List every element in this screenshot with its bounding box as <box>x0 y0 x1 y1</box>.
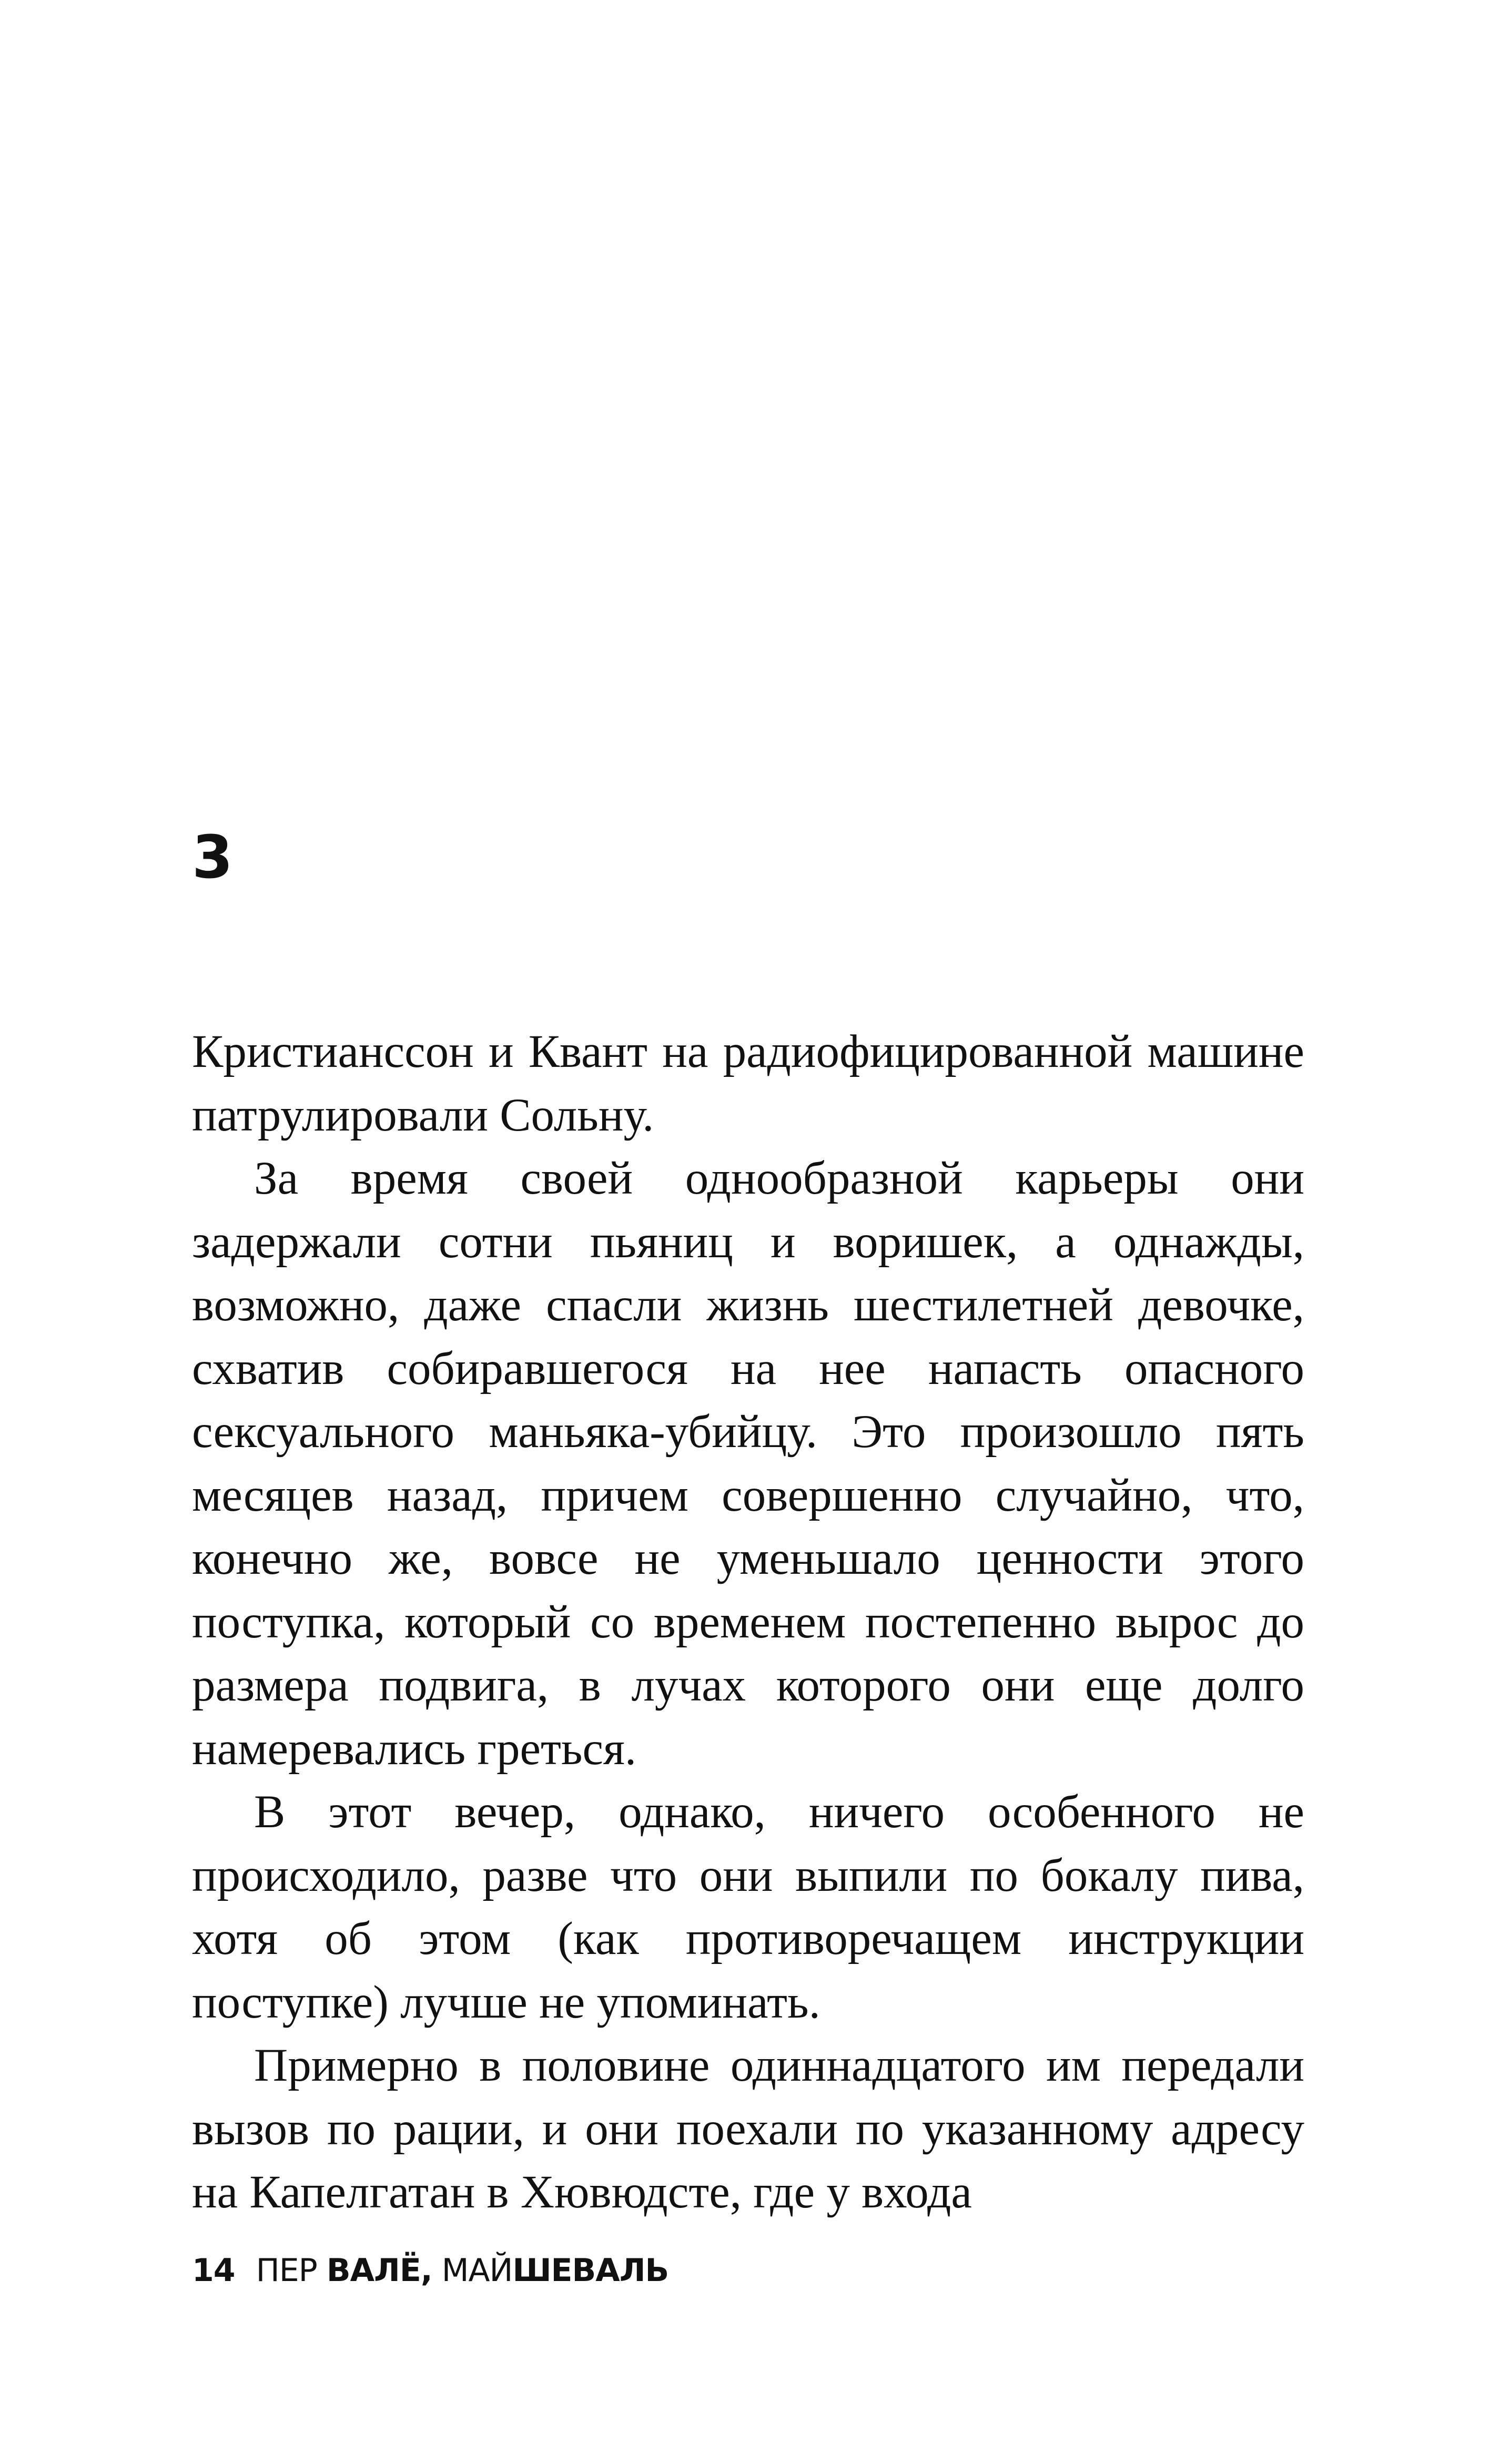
running-footer <box>192 2252 669 2289</box>
author-2-first-name: МАЙ <box>441 2252 513 2289</box>
paragraph-1: Кристианссон и Квант на радиофицированной машине патрулировали Сольну. <box>192 1026 1304 1141</box>
author-2-last-name: ШЕВАЛЬ <box>512 2252 669 2289</box>
author-1-first-name: ПЕР <box>256 2252 317 2289</box>
paragraph-3: В этот вечер, однако, ничего особенного не происходило, разве что они выпили по бокалу пива, хотя об этом (как противоречащем инструкции поступке) лучше не упоминать. <box>192 1786 1304 2028</box>
paragraph-4: Примерно в половине одиннадцатого им передали вызов по рации, и они поехали по указанному адресу на Капелгатан в Хювюдсте, где у входа <box>192 2040 1304 2218</box>
page-number: 14 <box>192 2252 235 2289</box>
chapter-number: 3 <box>192 823 233 892</box>
chapter-body <box>192 1020 1304 2224</box>
author-1-last-name: ВАЛЁ, <box>326 2252 432 2289</box>
paragraph-2: За время своей однообразной карьеры они задержали сотни пьяниц и воришек, а однажды, возможно, даже спасли жизнь шестилетней девочке, схватив собиравшегося на нее напасть опасного сексуального маньяка-убийцу. Это произошло пять месяцев назад, причем совершенно случайно, что, конечно же, вовсе не уменьшало ценности этого поступка, который со временем постепенно вырос до размера подвига, в лучах которого они еще долго намеревались греться. <box>192 1153 1304 1775</box>
